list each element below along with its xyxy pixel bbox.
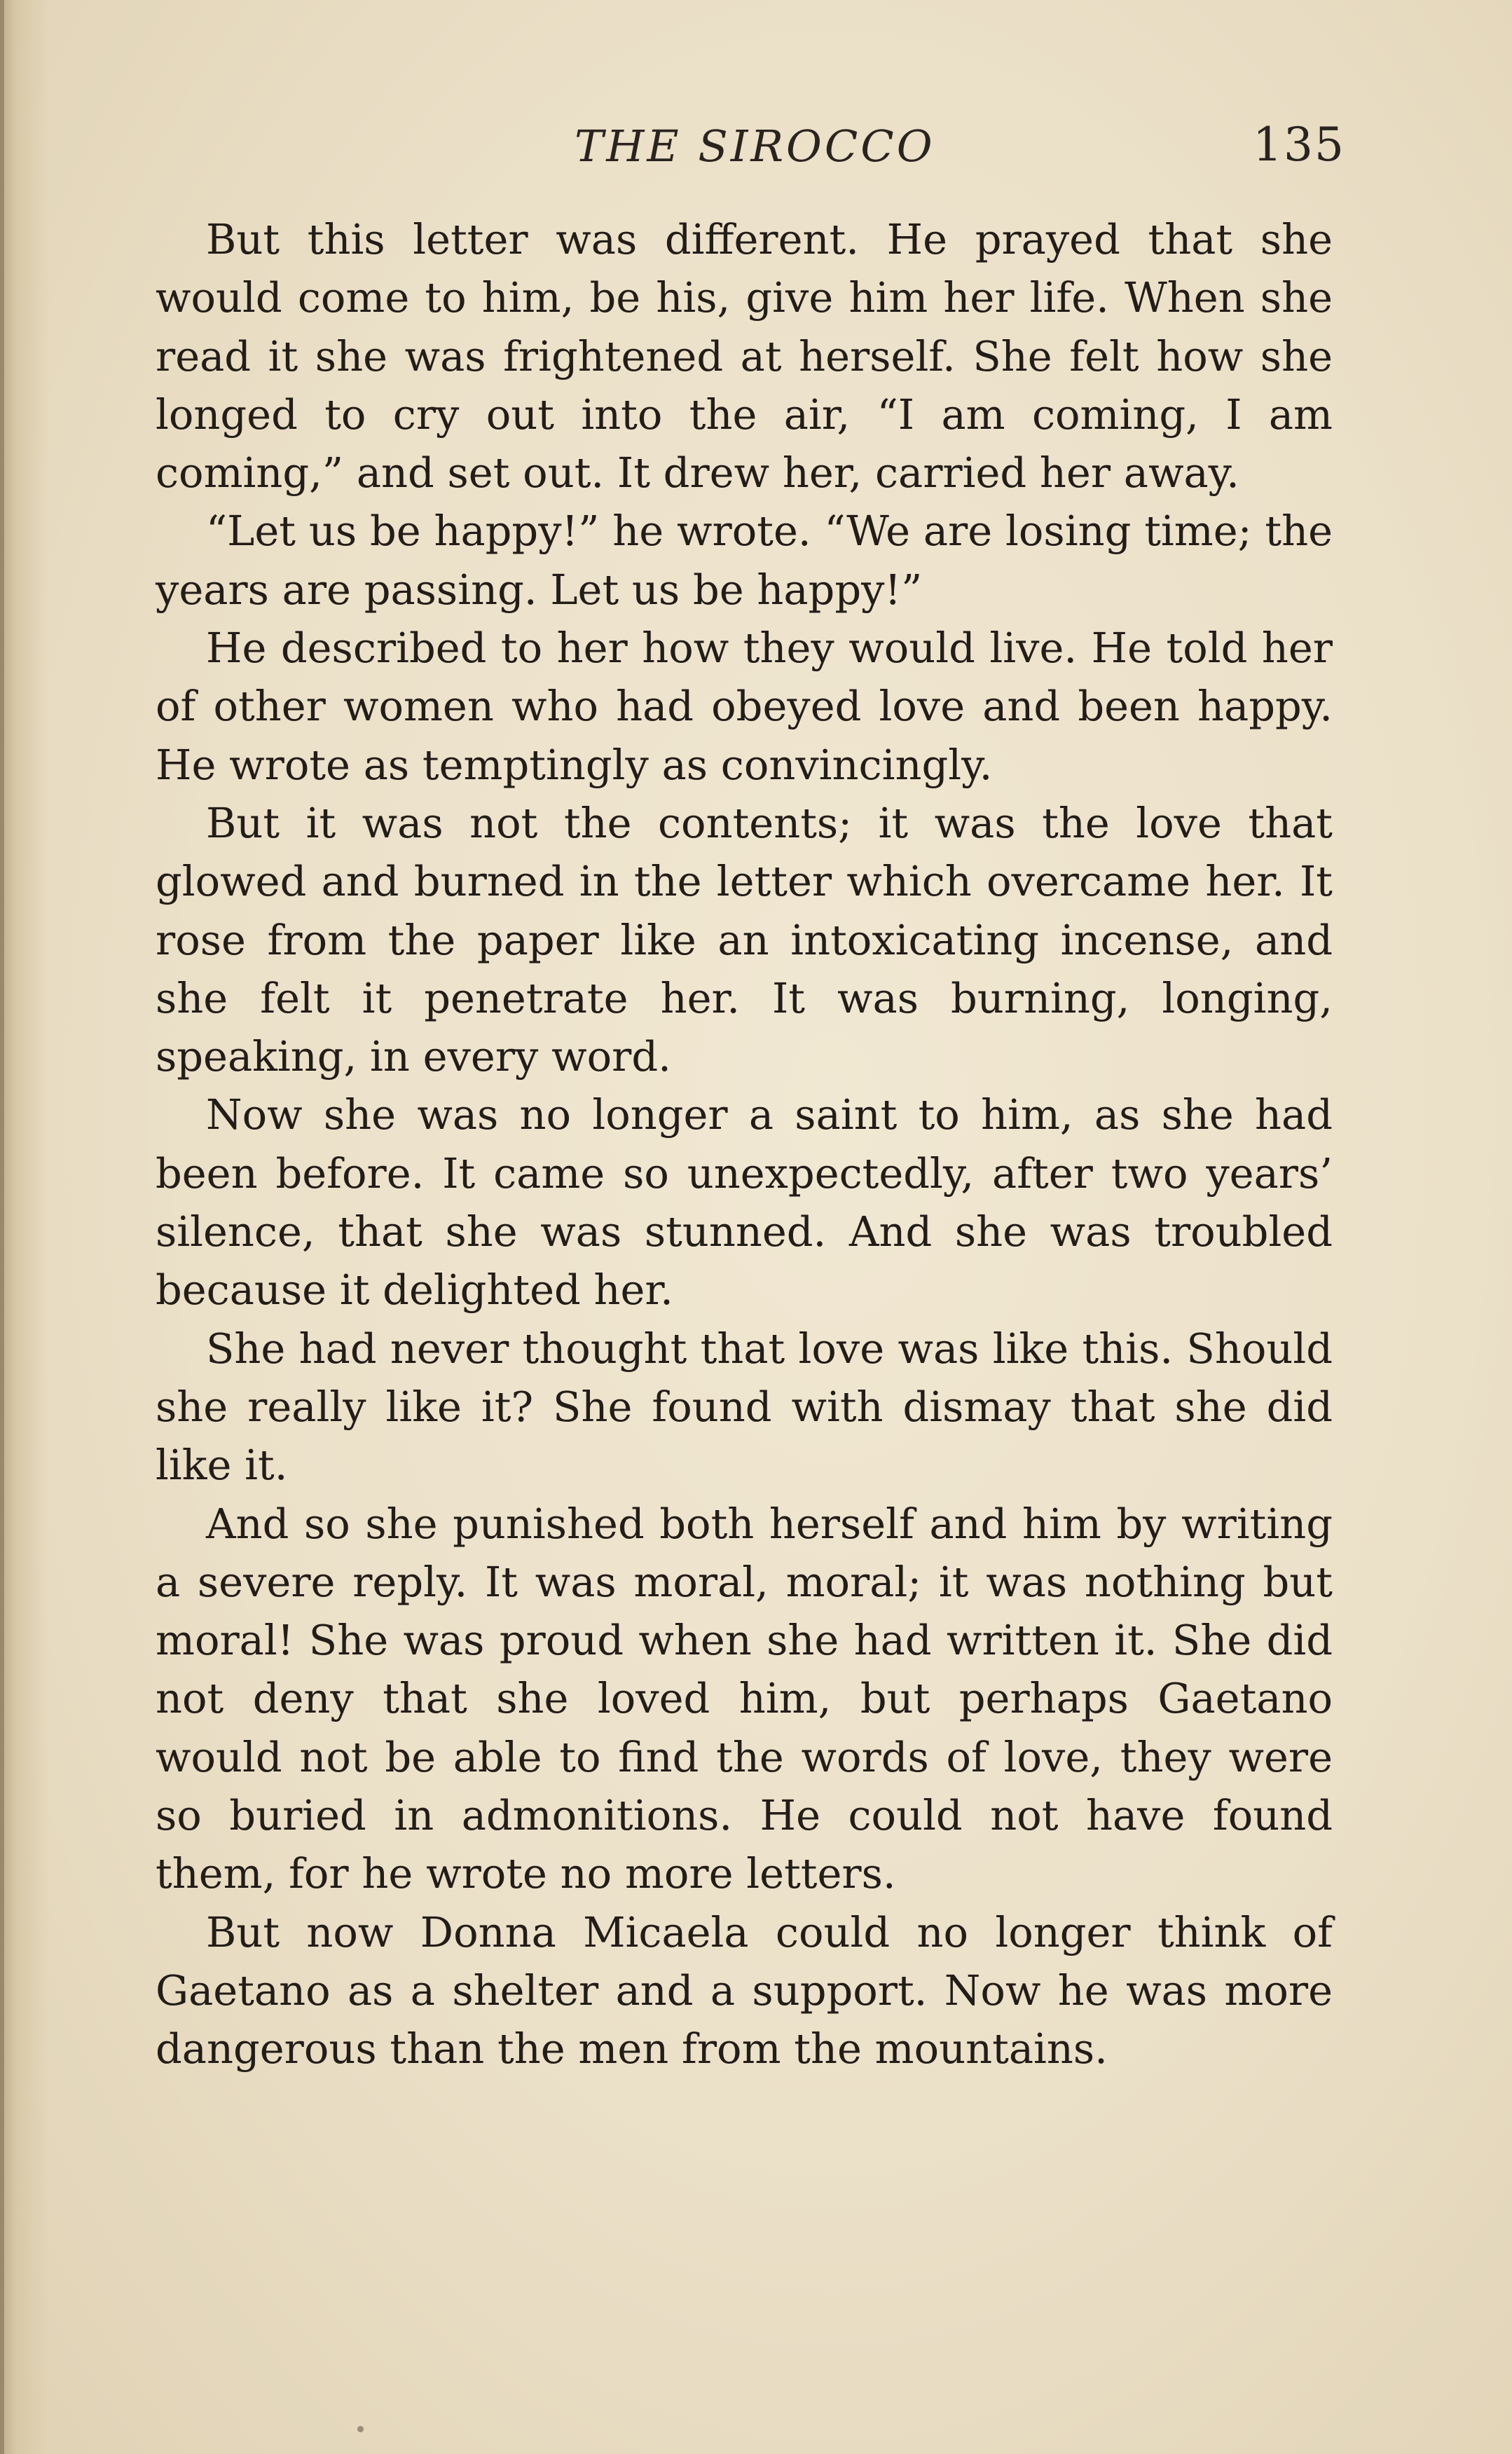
- paragraph: But this letter was different. He prayed that she would come to him, be his, give him her life. When she read it she was frightened at herself. She felt how she longed to cry out into the air, “I am coming, I am coming,” and set out. It drew her, carried her away.: [156, 215, 1333, 498]
- paragraph: He described to her how they would live. He told her of other women who had obeyed love and been happy. He wrote as temptingly as convincingly.: [156, 624, 1333, 789]
- paragraph: “Let us be happy!” he wrote. “We are losing time; the years are passing. Let us be happy!”: [156, 507, 1333, 614]
- body-text: [156, 210, 1333, 2078]
- paragraph: She had never thought that love was like this. Should she really like it? She found with dismay that she did like it.: [156, 1324, 1333, 1490]
- paragraph: But it was not the contents; it was the love that glowed and burned in the letter which overcame her. It rose from the paper like an intoxicating incense, and she felt it penetrate her. It was burning, longing, speaking, in every word.: [156, 798, 1333, 1081]
- paragraph: But now Donna Micaela could no longer think of Gaetano as a shelter and a support. Now he was more dangerous than the men from the mountains.: [156, 1907, 1333, 2073]
- paper-speck: [357, 2426, 364, 2432]
- page-number: 135: [1253, 118, 1345, 172]
- running-title: THE SIROCCO: [575, 121, 935, 172]
- running-head: [0, 112, 1512, 189]
- paragraph: Now she was no longer a saint to him, as she had been before. It came so unexpectedly, after two years’ silence, that she was stunned. And she was troubled because it delighted her.: [156, 1090, 1333, 1315]
- paragraph: And so she punished both herself and him by writing a severe reply. It was moral, moral; it was nothing but moral! She was proud when she had written it. She did not deny that she loved him, but perhaps Gaetano would not be able to find the words of love, they were so buried in admonitions. He could not have found them, for he wrote no more letters.: [156, 1499, 1333, 1898]
